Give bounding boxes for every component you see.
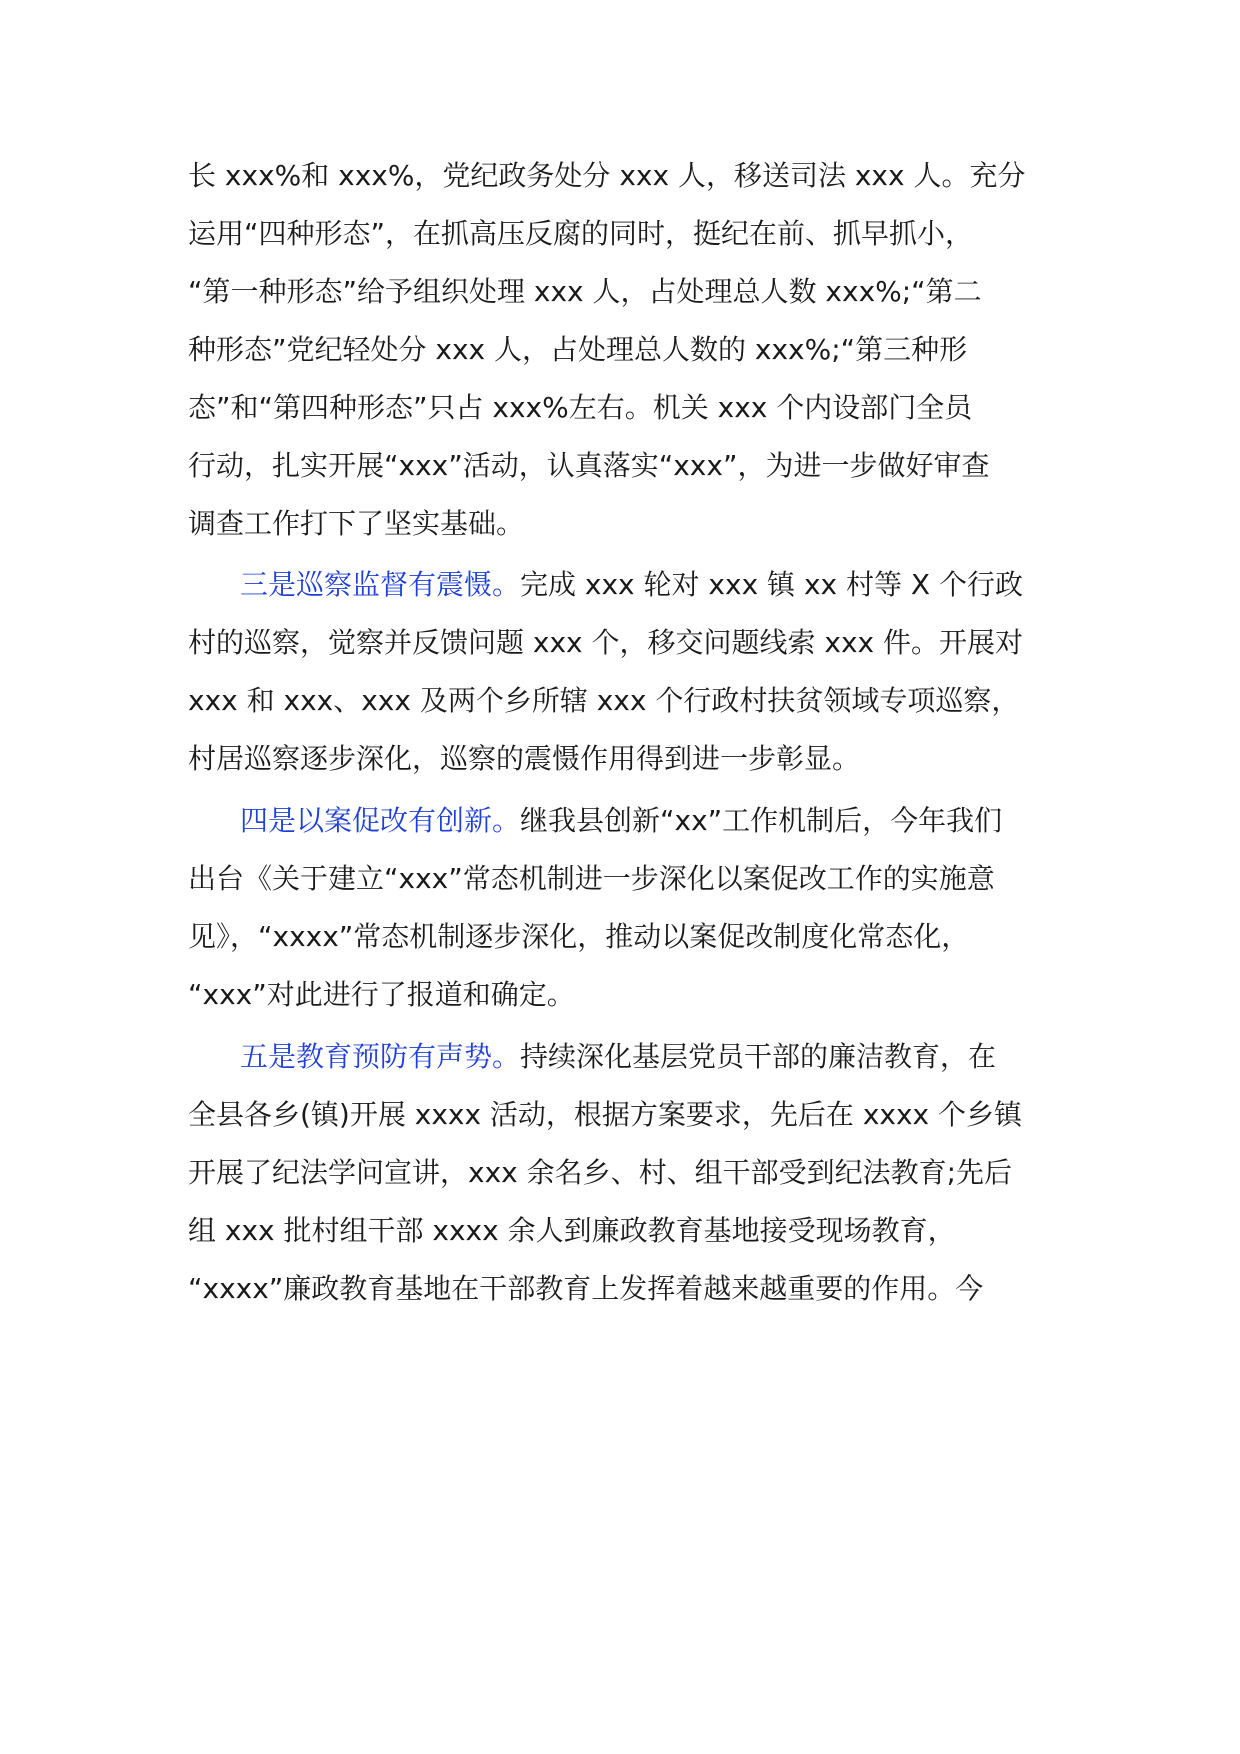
paragraph-line: 组 xxx 批村组干部 xxxx 余人到廉政教育基地接受现场教育， — [188, 1214, 956, 1247]
paragraph-line: 行动，扎实开展“xxx”活动，认真落实“xxx”，为进一步做好审查 — [188, 449, 990, 482]
paragraph-text: 持续深化基层党员干部的廉洁教育，在 — [520, 1040, 997, 1073]
paragraph-line — [240, 1037, 1120, 1077]
paragraph-line: 开展了纪法学问宣讲，xxx 余名乡、村、组干部受到纪法教育;先后 — [188, 1156, 1013, 1189]
paragraph-line: “xxxx”廉政教育基地在干部教育上发挥着越来越重要的作用。今 — [188, 1272, 984, 1305]
paragraph-line: 全县各乡(镇)开展 xxxx 活动，根据方案要求，先后在 xxxx 个乡镇 — [188, 1098, 1023, 1131]
section-heading-case-reform: 四是以案促改有创新。 — [240, 804, 521, 837]
paragraph-line: xxx 和 xxx、xxx 及两个乡所辖 xxx 个行政村扶贫领域专项巡察， — [188, 684, 1020, 717]
paragraph-line: 长 xxx%和 xxx%，党纪政务处分 xxx 人，移送司法 xxx 人。充分 — [188, 159, 1026, 192]
paragraph-line: 运用“四种形态”，在抓高压反腐的同时，挺纪在前、抓早抓小， — [188, 217, 974, 250]
paragraph-line: 村居巡察逐步深化，巡察的震慑作用得到进一步彰显。 — [188, 742, 861, 775]
paragraph-line: 态”和“第四种形态”只占 xxx%左右。机关 xxx 个内设部门全员 — [188, 391, 973, 424]
paragraph-line: 调查工作打下了坚实基础。 — [188, 507, 525, 540]
paragraph-line: 出台《关于建立“xxx”常态机制进一步深化以案促改工作的实施意 — [188, 862, 995, 895]
paragraph-line: 种形态”党纪轻处分 xxx 人，占处理总人数的 xxx%;“第三种形 — [188, 333, 968, 366]
paragraph-line: “第一种形态”给予组织处理 xxx 人，占处理总人数 xxx%;“第二 — [188, 275, 982, 308]
paragraph-line: 见》，“xxxx”常态机制逐步深化，推动以案促改制度化常态化， — [188, 920, 970, 953]
paragraph-text: 完成 xxx 轮对 xxx 镇 xx 村等 X 个行政 — [520, 568, 1023, 601]
paragraph-line: “xxx”对此进行了报道和确定。 — [188, 978, 575, 1011]
section-heading-education: 五是教育预防有声势。 — [240, 1040, 521, 1073]
paragraph-text: 继我县创新“xx”工作机制后，今年我们 — [520, 804, 1003, 837]
paragraph-line — [240, 565, 1120, 605]
paragraph-line: 村的巡察，觉察并反馈问题 xxx 个，移交问题线索 xxx 件。开展对 — [188, 626, 1024, 659]
section-heading-inspection: 三是巡察监督有震慑。 — [240, 568, 521, 601]
paragraph-line — [240, 801, 1120, 841]
